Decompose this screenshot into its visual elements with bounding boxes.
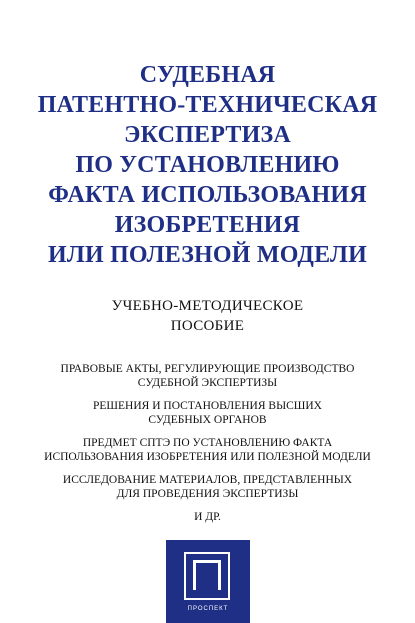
contents-line: СУДЕБНЫХ ОРГАНОВ (148, 414, 267, 426)
title-line: ПАТЕНТНО-ТЕХНИЧЕСКАЯ (37, 92, 378, 118)
contents-item (0, 362, 415, 390)
contents-list (0, 362, 415, 533)
book-subtitle (0, 296, 415, 336)
title-line: ИЗОБРЕТЕНИЯ (114, 212, 301, 238)
contents-line: ПРАВОВЫЕ АКТЫ, РЕГУЛИРУЮЩИЕ ПРОИЗВОДСТВО (60, 363, 355, 375)
subtitle-line: УЧЕБНО-МЕТОДИЧЕСКОЕ (111, 298, 304, 314)
contents-line: РЕШЕНИЯ И ПОСТАНОВЛЕНИЯ ВЫСШИХ (93, 400, 322, 412)
title-line: ПО УСТАНОВЛЕНИЮ (75, 152, 340, 178)
contents-item (0, 436, 415, 464)
contents-item (0, 399, 415, 427)
subtitle-line: ПОСОБИЕ (170, 318, 245, 334)
contents-line: И ДР. (194, 511, 221, 523)
book-title (0, 60, 415, 270)
contents-line: ДЛЯ ПРОВЕДЕНИЯ ЭКСПЕРТИЗЫ (116, 488, 299, 500)
title-line: ЭКСПЕРТИЗА (124, 122, 291, 148)
contents-line: ПРЕДМЕТ СПТЭ ПО УСТАНОВЛЕНИЮ ФАКТА (82, 437, 333, 449)
title-line: ИЛИ ПОЛЕЗНОЙ МОДЕЛИ (48, 242, 367, 268)
publisher-logo (166, 540, 250, 623)
logo-arch-icon (193, 560, 221, 590)
contents-item (0, 473, 415, 501)
title-line: ФАКТА ИСПОЛЬЗОВАНИЯ (48, 182, 367, 208)
contents-item (0, 510, 415, 524)
contents-line: ИССЛЕДОВАНИЕ МАТЕРИАЛОВ, ПРЕДСТАВЛЕННЫХ (62, 474, 353, 486)
publisher-name: ПРОСПЕКТ (187, 606, 229, 612)
logo-frame-icon (184, 552, 230, 600)
contents-line: ИСПОЛЬЗОВАНИЯ ИЗОБРЕТЕНИЯ ИЛИ ПОЛЕЗНОЙ МОДЕЛИ (44, 451, 371, 463)
title-line: СУДЕБНАЯ (139, 62, 276, 88)
contents-line: СУДЕБНОЙ ЭКСПЕРТИЗЫ (137, 377, 278, 389)
